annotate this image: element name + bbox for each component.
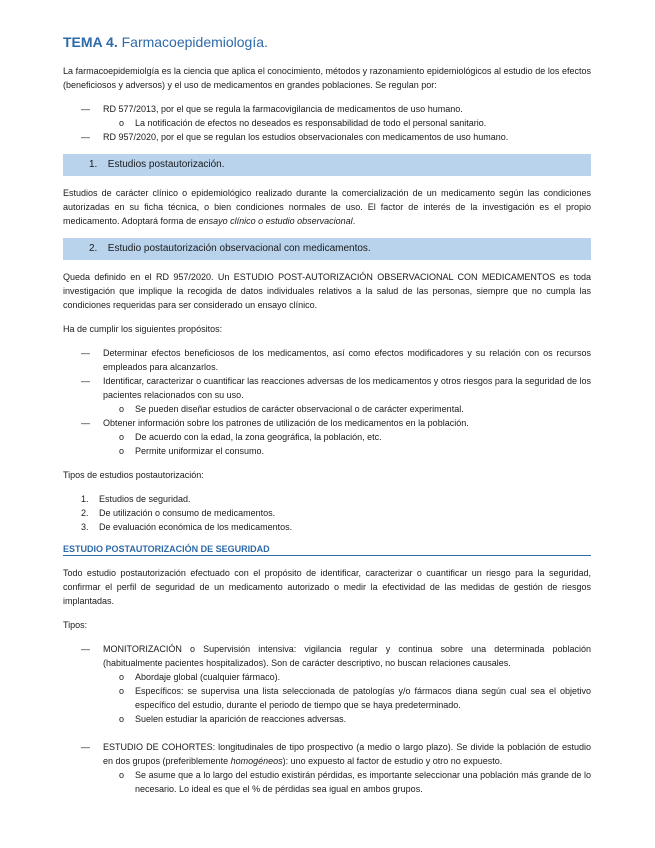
list-item-text: Se asume que a lo largo del estudio existirán pérdidas, es importante seleccionar una población más grande de lo necesario. Lo ideal es que el % de pérdidas sea igual en ambos grupos. — [135, 770, 591, 794]
sub-list — [103, 768, 591, 796]
list-item — [103, 402, 591, 416]
list-item — [63, 740, 591, 796]
list-item — [103, 430, 591, 444]
list-item-text: De utilización o consumo de medicamentos. — [99, 508, 276, 518]
list-item-text: MONITORIZACIÓN o Supervisión intensiva: vigilancia regular y continua sobre una determinada población (habitualmente pacientes hospitalizados). Son de carácter descriptivo, no buscan relaciones causales. — [103, 644, 591, 668]
list-item — [63, 102, 591, 130]
list-item — [103, 116, 591, 130]
purposes-list — [63, 346, 591, 458]
list-item-text: La notificación de efectos no deseados es responsabilidad de todo el personal sanitario. — [135, 118, 487, 128]
band-label: Estudios postautorización. — [107, 159, 225, 170]
list-item — [63, 492, 591, 506]
dash-bullet: — — [81, 376, 90, 386]
italic-run: homogéneos — [230, 756, 283, 766]
list-item — [103, 684, 591, 712]
sub-list — [103, 116, 591, 130]
section-band-2 — [63, 238, 591, 260]
sub-list — [103, 670, 591, 726]
types-title: Tipos de estudios postautorización: — [63, 470, 204, 480]
list-item-text: Permite uniformizar el consumo. — [135, 446, 265, 456]
list-item — [63, 506, 591, 520]
list-item — [63, 130, 591, 144]
types-list — [63, 492, 591, 534]
list-item-text: Específicos: se supervisa una lista seleccionada de patologías y/o fármacos diana según cual sea el objetivo específico del estudio, durante el periodo de tiempo que se haya predeterminado. — [135, 686, 591, 710]
text-run: Estudios de carácter clínico o epidemiológico realizado durante la comercialización de un medicamento según las condiciones autorizadas en su ficha técnica, o bien condiciones normales de uso. El factor de interés de la investigación es el propio medicamento. Adoptará forma de — [63, 188, 591, 226]
list-item — [63, 416, 591, 458]
list-item-text: De acuerdo con la edad, la zona geográfica, la población, etc. — [135, 432, 382, 442]
dash-bullet: — — [81, 418, 90, 428]
paragraph-purposes-intro: Ha de cumplir los siguientes propósitos: — [63, 324, 223, 334]
band-label: Estudio postautorización observacional con medicamentos. — [107, 243, 371, 254]
list-item-text: Identificar, caracterizar o cuantificar las reacciones adversas de los medicamentos y otros riesgos para la seguridad de los pacientes relacionados con su uso. — [103, 376, 591, 400]
list-item-text: Se pueden diseñar estudios de carácter observacional o de carácter experimental. — [135, 404, 464, 414]
paragraph-safety: Todo estudio postautorización efectuado con el propósito de identificar, caracterizar o cuantificar un riesgo para la seguridad, confirmar el perfil de seguridad de un medicamento autorizado o medir la efectividad de las medidas de gestión de riesgos implantadas. — [63, 568, 591, 606]
list-number: 3. — [81, 522, 89, 532]
dash-bullet: — — [81, 132, 90, 142]
band-number: 2. — [89, 243, 98, 254]
section-band-1 — [63, 154, 591, 176]
list-item-text: Estudios de seguridad. — [99, 494, 191, 504]
dash-bullet: — — [81, 644, 90, 654]
title-text: Farmacoepidemiología. — [121, 34, 268, 50]
list-item — [103, 444, 591, 458]
section-heading: ESTUDIO POSTAUTORIZACIÓN DE SEGURIDAD — [63, 544, 591, 556]
italic-run: ensayo clínico o estudio observacional — [198, 216, 353, 226]
dash-bullet: — — [81, 104, 90, 114]
text-run: ): uno expuesto al factor de estudio y otro no expuesto. — [282, 756, 503, 766]
list-item-text: Obtener información sobre los patrones de utilización de los medicamentos en la población. — [103, 418, 469, 428]
list-item — [103, 712, 591, 726]
list-item-text: RD 957/2020, por el que se regulan los estudios observacionales con medicamentos de uso humano. — [103, 132, 509, 142]
circle-bullet: o — [119, 432, 125, 442]
paragraph-postauth — [63, 186, 591, 228]
title-prefix: TEMA 4. — [63, 34, 118, 50]
dash-bullet: — — [81, 348, 90, 358]
list-item — [63, 346, 591, 374]
study-types-list — [63, 642, 591, 796]
list-item — [103, 670, 591, 684]
circle-bullet: o — [119, 770, 125, 780]
circle-bullet: o — [119, 446, 125, 456]
types-label: Tipos: — [63, 620, 88, 630]
list-item — [63, 642, 591, 726]
circle-bullet: o — [119, 118, 125, 128]
dash-bullet: — — [81, 742, 90, 752]
list-item — [103, 768, 591, 796]
text-run: . — [352, 216, 356, 226]
circle-bullet: o — [119, 404, 125, 414]
list-item-text: RD 577/2013, por el que se regula la farmacovigilancia de medicamentos de uso humano. — [103, 104, 463, 114]
list-number: 2. — [81, 508, 89, 518]
list-item — [63, 374, 591, 416]
list-item-text: Determinar efectos beneficiosos de los medicamentos, así como efectos modificadores y su relación con os recursos empleados para alcanzarlos. — [103, 348, 591, 372]
circle-bullet: o — [119, 714, 125, 724]
sub-list — [103, 402, 591, 416]
intro-paragraph: La farmacoepidemiolgía es la ciencia que aplica el conocimiento, métodos y razonamiento epidemiológicos al estudio de los efectos (beneficiosos y adversos) y el uso de medicamentos en grandes poblaciones. Se regulan por: — [63, 66, 591, 90]
paragraph-definition: Queda definido en el RD 957/2020. Un ESTUDIO POST-AUTORIZACIÓN OBSERVACIONAL CON MEDICAMENTOS es toda investigación que implique la recogida de datos individuales relativos a la salud de las personas, siempre que no cumpla las condiciones requeridas para ser considerado un ensayo clínico. — [63, 272, 591, 310]
list-item — [63, 520, 591, 534]
document-page — [63, 34, 591, 806]
circle-bullet: o — [119, 686, 125, 696]
list-item-text: Suelen estudiar la aparición de reacciones adversas. — [135, 714, 347, 724]
list-item-text: De evaluación económica de los medicamentos. — [99, 522, 293, 532]
list-number: 1. — [81, 494, 89, 504]
text-run: ESTUDIO DE COHORTES: longitudinales de tipo prospectivo (a medio o largo plazo). Se divide la población de estudio en dos grupos (preferiblemente — [103, 742, 591, 766]
sub-list — [103, 430, 591, 458]
regulations-list — [63, 102, 591, 144]
list-item-text: Abordaje global (cualquier fármaco). — [135, 672, 281, 682]
page-title — [63, 34, 591, 50]
band-number: 1. — [89, 159, 98, 170]
circle-bullet: o — [119, 672, 125, 682]
